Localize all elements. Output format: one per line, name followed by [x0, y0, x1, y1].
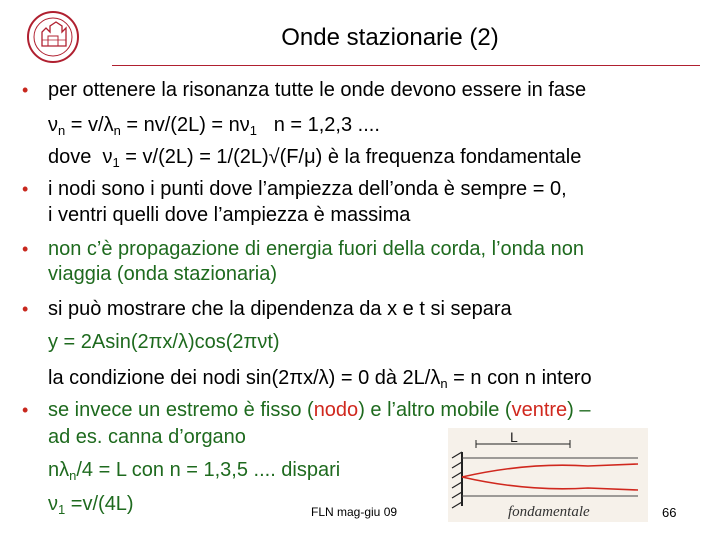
bullet-marker: •	[22, 239, 29, 259]
university-seal-logo	[26, 10, 80, 64]
text-line: i nodi sono i punti dove l’ampiezza dell’onda è sempre = 0,	[48, 178, 567, 200]
bullet-marker: •	[22, 299, 29, 319]
formula-line: dove $\nu_1 = v/(2L) = 1/(2L)√(F/\mu)$ è la frequenza fondamentale	[48, 146, 582, 170]
title-rule	[112, 65, 700, 66]
text-line: non c’è propagazione di energia fuori della corda, l’onda non	[48, 238, 584, 260]
slide-title: Onde stazionarie (2)	[281, 24, 499, 51]
footer-text: FLN mag-giu 09	[311, 505, 398, 519]
formula-line: $\nu_1 =v/(4L)$	[48, 493, 134, 517]
bullet-marker: •	[22, 80, 29, 100]
text-line: si può mostrare che la dipendenza da x e t si separa	[48, 298, 512, 320]
page-number: 66	[662, 505, 677, 520]
text-line: per ottenere la risonanza tutte le onde devono essere in fase	[48, 79, 587, 101]
length-label: L	[510, 429, 518, 445]
formula-line: $n\lambda_n/4 = L$ con n = 1,3,5 .... dispari	[48, 459, 341, 483]
text-line: i ventri quelli dove l’ampiezza è massima	[48, 204, 411, 226]
text-line: se invece un estremo è fisso (nodo) e l’altro mobile (ventre) –	[48, 399, 591, 421]
formula-line: $\nu_n = v/\lambda_n = nv/(2L) = n\nu_1$ n = 1,2,3 ....	[48, 114, 380, 138]
organ-pipe-sketch	[448, 428, 648, 522]
text-line: ad es. canna d’organo	[48, 426, 246, 448]
formula-line: la condizione dei nodi sin(2πx/λ) = 0 dà $2L/\lambda_n = n$ con n intero	[48, 367, 592, 391]
bullet-marker: •	[22, 179, 29, 199]
bullet-marker: •	[22, 400, 29, 420]
fundamental-label: fondamentale	[508, 504, 590, 520]
text-line: viaggia (onda stazionaria)	[48, 263, 278, 285]
formula-line: y = 2Asin(2πx/λ)cos(2πνt)	[48, 331, 280, 353]
